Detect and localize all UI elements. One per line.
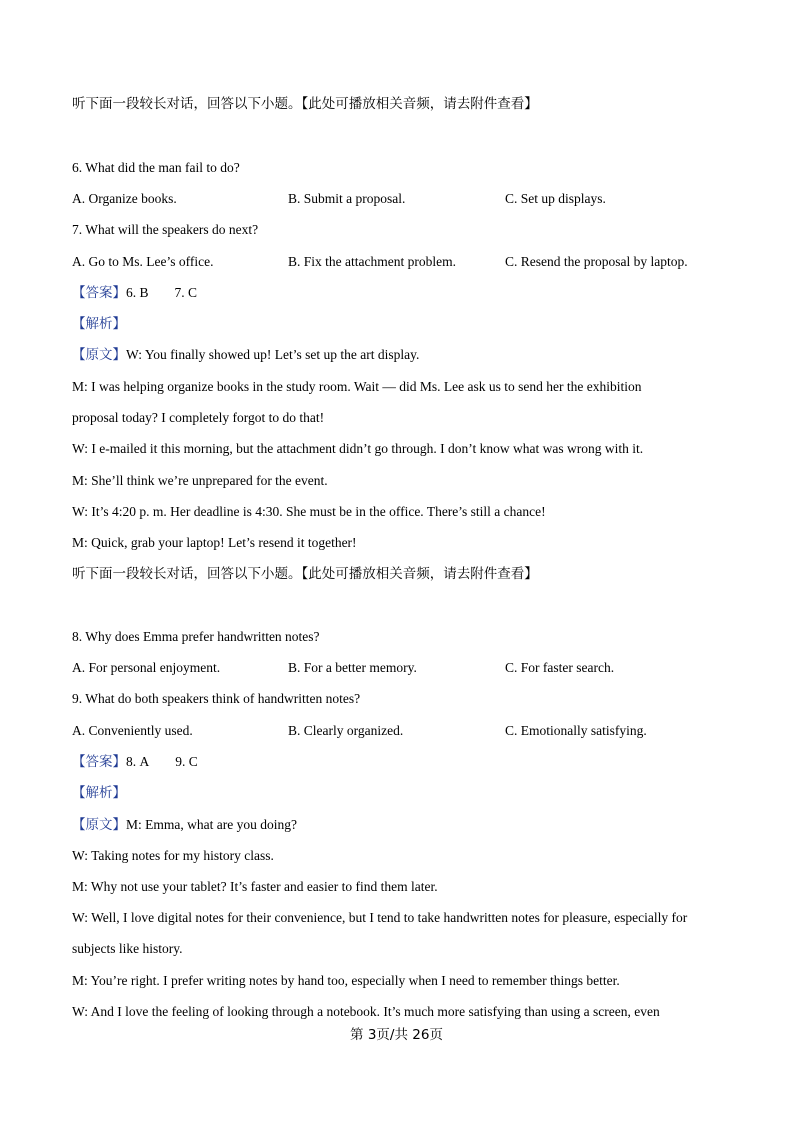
q9-option-b: B. Clearly organized. <box>288 723 404 738</box>
q8-option-b: B. For a better memory. <box>288 660 417 675</box>
q9-option-c: C. Emotionally satisfying. <box>505 723 647 738</box>
analysis-line <box>72 315 126 333</box>
transcript-line <box>72 816 297 834</box>
q7-option-a: A. Go to Ms. Lee’s office. <box>72 254 214 269</box>
transcript-line: proposal today? I completely forgot to do that! <box>72 410 325 425</box>
question-6: 6. What did the man fail to do? <box>72 160 240 175</box>
q6-option-a: A. Organize books. <box>72 191 177 206</box>
transcript-line: M: Why not use your tablet? It’s faster and easier to find them later. <box>72 879 438 894</box>
question-7: 7. What will the speakers do next? <box>72 222 259 237</box>
transcript-line: M: I was helping organize books in the study room. Wait — did Ms. Lee ask us to send her the exhibition <box>72 379 642 394</box>
transcript-line: W: Well, I love digital notes for their convenience, but I tend to take handwritten notes for pleasure, especially for <box>72 910 688 925</box>
answer-value: 6. B <box>126 285 149 300</box>
question-8: 8. Why does Emma prefer handwritten notes? <box>72 629 320 644</box>
transcript-line: W: I e-mailed it this morning, but the attachment didn’t go through. I don’t know what was wrong with it. <box>72 441 644 456</box>
q8-option-a: A. For personal enjoyment. <box>72 660 221 675</box>
analysis-label: 【解析】 <box>72 316 126 332</box>
transcript-text: M: Emma, what are you doing? <box>126 817 297 832</box>
answer-value: 9. C <box>175 754 198 769</box>
answer-value: 8. A <box>126 754 150 769</box>
transcript-line: M: She’ll think we’re unprepared for the event. <box>72 473 328 488</box>
question-9: 9. What do both speakers think of handwritten notes? <box>72 691 361 706</box>
transcript-line: W: Taking notes for my history class. <box>72 848 274 863</box>
transcript-line: subjects like history. <box>72 941 183 956</box>
section-instruction: 听下面一段较长对话，回答以下小题。【此处可播放相关音频，请去附件查看】 <box>72 566 538 582</box>
q6-option-b: B. Submit a proposal. <box>288 191 406 206</box>
transcript-line: M: Quick, grab your laptop! Let’s resend it together! <box>72 535 357 550</box>
transcript-label: 【原文】 <box>72 817 126 833</box>
answer-label: 【答案】 <box>72 754 126 770</box>
transcript-line <box>72 346 419 364</box>
analysis-line <box>72 784 126 802</box>
analysis-label: 【解析】 <box>72 785 126 801</box>
answer-line <box>72 284 197 302</box>
transcript-line: W: And I love the feeling of looking through a notebook. It’s much more satisfying than using a screen, even <box>72 1004 660 1019</box>
q8-option-c: C. For faster search. <box>505 660 615 675</box>
q7-option-b: B. Fix the attachment problem. <box>288 254 456 269</box>
transcript-line: W: It’s 4:20 p. m. Her deadline is 4:30. She must be in the office. There’s still a chance! <box>72 504 546 519</box>
transcript-label: 【原文】 <box>72 347 126 363</box>
transcript-line: M: You’re right. I prefer writing notes by hand too, especially when I need to remember things better. <box>72 973 620 988</box>
answer-value: 7. C <box>174 285 198 300</box>
q9-option-a: A. Conveniently used. <box>72 723 193 738</box>
q7-option-c: C. Resend the proposal by laptop. <box>505 254 688 269</box>
answer-label: 【答案】 <box>72 285 126 301</box>
transcript-text: W: You finally showed up! Let’s set up the art display. <box>126 347 420 362</box>
page-number: 第 3页/共 26页 <box>350 1027 443 1043</box>
answer-line <box>72 753 198 771</box>
section-instruction: 听下面一段较长对话，回答以下小题。【此处可播放相关音频，请去附件查看】 <box>72 96 538 112</box>
q6-option-c: C. Set up displays. <box>505 191 606 206</box>
